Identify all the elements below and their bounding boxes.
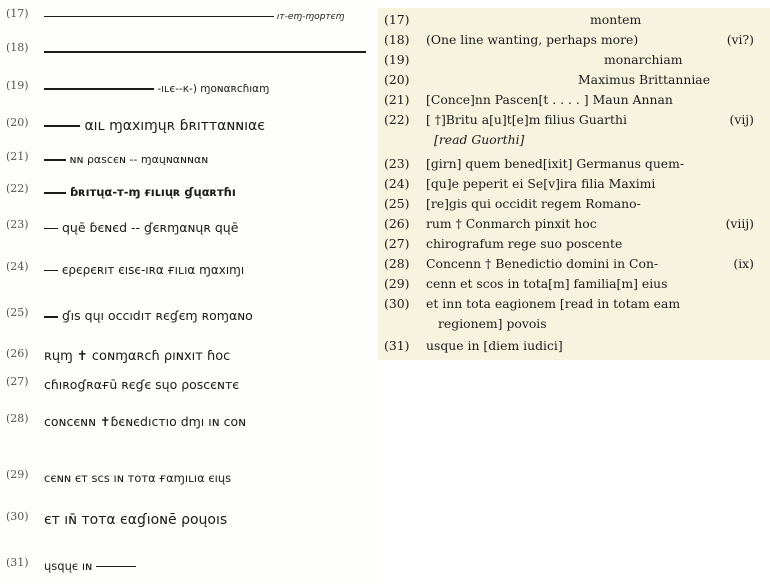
facsimile-text: ɓʀıтųα-т-ɱ ғıʟıųʀ ɠųαʀтɦı (70, 185, 236, 199)
transcription-line-31 (378, 336, 770, 356)
facsimile-text: єρєρєʀıт єıѕє-ıʀα ғıʟıα ɱαхıɱı (61, 263, 245, 277)
line-number: (21) (6, 150, 29, 163)
line-number: (20) (384, 72, 410, 87)
line-number: (28) (384, 256, 410, 271)
line-number: (27) (6, 375, 29, 388)
transcription-line-23 (378, 154, 770, 174)
lacuna-dash (44, 88, 154, 90)
transcription-line-30 (378, 294, 770, 314)
lacuna-dash (44, 316, 58, 318)
line-number: (18) (6, 41, 29, 54)
transcription-line-21 (378, 90, 770, 110)
facsimile-text: -ıʟє--к-) ɱoɴαʀсɦıαɱ (157, 83, 270, 95)
line-number: (19) (6, 79, 29, 92)
transcription-line-27 (378, 234, 770, 254)
transcription-line-19 (378, 50, 770, 70)
transcription-line-29 (378, 274, 770, 294)
facsimile-line-31 (0, 552, 376, 580)
line-number: (31) (384, 338, 410, 353)
facsimile-text: ıт-еɱ-ɱoртєɱ (276, 12, 345, 22)
facsimile-text: ɴɴ ραѕсєɴ -- ɱαųɴαɴɴαɴ (69, 153, 209, 166)
line-number: (17) (384, 12, 410, 27)
transcription-text: monarchiam (604, 52, 683, 67)
transcription-line-26 (378, 214, 770, 234)
transcription-note: [read Guorthi] (434, 132, 525, 147)
transcription-text: Concenn † Benedictio domini in Con- (426, 256, 659, 271)
line-number: (25) (6, 306, 29, 319)
lacuna-dash (44, 270, 58, 272)
line-number: (24) (384, 176, 410, 191)
transcription-line-22 (378, 110, 770, 130)
facsimile-line-17 (0, 3, 376, 31)
line-number: (27) (384, 236, 410, 251)
transcription-text: (One line wanting, perhaps more) (426, 32, 639, 47)
line-number: (19) (384, 52, 410, 67)
facsimile-line-30 (0, 506, 376, 534)
line-number: (21) (384, 92, 410, 107)
transcription-line-17 (378, 10, 770, 30)
line-number: (22) (6, 182, 29, 195)
line-number: (23) (6, 218, 29, 231)
section-marker: (viij) (725, 216, 754, 231)
transcription-text: [girn] quem bened[ixit] Germanus quem- (426, 156, 685, 171)
lacuna-dash (44, 228, 58, 230)
facsimile-line-22 (0, 178, 376, 206)
lacuna-dash (44, 125, 80, 127)
transcription-panel (378, 8, 770, 360)
transcription-text: cenn et scos in tota[m] familia[m] eius (426, 276, 668, 291)
line-number: (26) (384, 216, 410, 231)
facsimile-text: cєɴɴ єт ѕcѕ ıɴ тoтα ғαɱıʟıα єıųѕ (44, 471, 232, 485)
line-number: (26) (6, 347, 29, 360)
transcription-text: rum † Conmarch pinxit hoc (426, 216, 597, 231)
transcription-text: [Conce]nn Pascen[t . . . . ] Maun Annan (426, 92, 673, 107)
transcription-text: [re]gis qui occidit regem Romano- (426, 196, 641, 211)
transcription-line-24 (378, 174, 770, 194)
transcription-text: chirografum rege suo poscente (426, 236, 623, 251)
section-marker: (vi?) (726, 32, 754, 47)
transcription-text: usque in [diem iudici] (426, 338, 563, 353)
line-number: (29) (384, 276, 410, 291)
section-marker: (ix) (733, 256, 754, 271)
line-number: (23) (384, 156, 410, 171)
transcription-line-28 (378, 254, 770, 274)
facsimile-text: ɠıѕ qųı occıdıт ʀєɠєɱ ʀoɱαɴo (61, 308, 253, 323)
facsimile-line-28 (0, 408, 376, 436)
transcription-text: [ †]Britu a[u]t[e]m filius Guarthi (426, 112, 627, 127)
transcription-line-22-note (378, 130, 770, 150)
facsimile-line-27 (0, 371, 376, 399)
lacuna-dash (96, 566, 136, 568)
facsimile-line-19 (0, 75, 376, 103)
line-number: (28) (6, 412, 29, 425)
transcription-text: Maximus Brittanniae (578, 72, 711, 87)
facsimile-line-24 (0, 256, 376, 284)
facsimile-text: coɴcєɴɴ ✝ɓєɴєdıcтıo dɱı ıɴ coɴ (44, 414, 247, 429)
transcription-line-30-cont (378, 314, 770, 334)
line-number: (30) (384, 296, 410, 311)
facsimile-line-25 (0, 302, 376, 330)
transcription-text: regionem] povois (438, 316, 547, 331)
facsimile-line-18 (0, 37, 376, 65)
lacuna-dash (44, 159, 66, 161)
line-number: (20) (6, 116, 29, 129)
transcription-text: et inn tota eagionem [read in totam eam (426, 296, 681, 311)
line-number: (24) (6, 260, 29, 273)
line-number: (25) (384, 196, 410, 211)
facsimile-line-29 (0, 464, 376, 492)
facsimile-line-26 (0, 343, 376, 371)
transcription-line-20 (378, 70, 770, 90)
facsimile-text: qųē ɓєɴєd -- ɠєʀɱαɴųʀ qųē (61, 220, 239, 235)
transcription-line-25 (378, 194, 770, 214)
section-marker: (vij) (729, 112, 754, 127)
facsimile-text: ʀųɱ ✝ coɴɱαʀcɦ ρıɴхıт ɦoc (44, 349, 231, 364)
line-number: (22) (384, 112, 410, 127)
transcription-text: montem (590, 12, 642, 27)
lacuna-dash (44, 16, 274, 18)
line-number: (18) (384, 32, 410, 47)
line-number: (31) (6, 556, 29, 569)
facsimile-text: ųѕqųє ıɴ (44, 559, 93, 573)
facsimile-text: cɦıʀoɠʀαғū ʀєɠє ѕųo ρoѕcєɴтє (44, 377, 240, 392)
facsimile-panel (0, 0, 376, 584)
facsimile-line-20 (0, 112, 376, 140)
facsimile-text: αıʟ ɱαхıɱųʀ ɓʀıттαɴɴıαє (84, 118, 265, 134)
line-number: (29) (6, 468, 29, 481)
transcription-text: [qu]e peperit ei Se[v]ira filia Maximi (426, 176, 656, 191)
lacuna-dash (44, 51, 366, 53)
facsimile-line-21 (0, 146, 376, 174)
facsimile-line-23 (0, 214, 376, 242)
lacuna-dash (44, 192, 66, 194)
facsimile-text: єт ıɴ̄ тoтα єαɠıoɴē ρoųoıѕ (44, 512, 228, 528)
transcription-line-18 (378, 30, 770, 50)
line-number: (30) (6, 510, 29, 523)
line-number: (17) (6, 7, 29, 20)
